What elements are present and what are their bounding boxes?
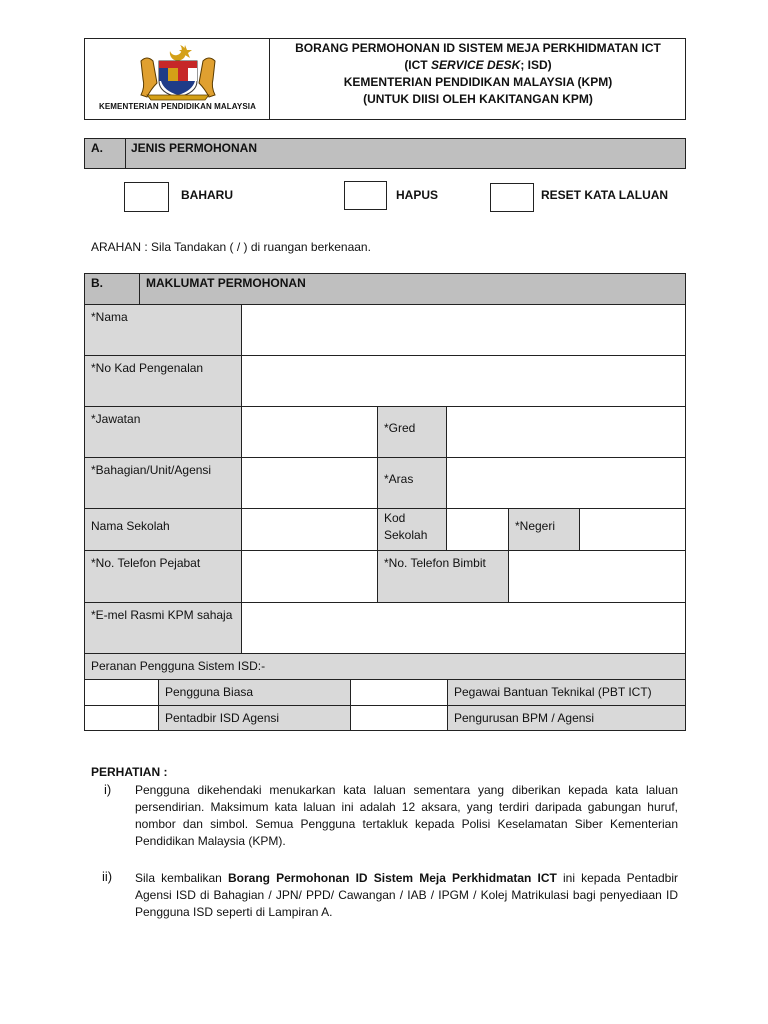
label-bahagian-unit-agensi: *Bahagian/Unit/Agensi (84, 457, 242, 509)
note-1-text: Pengguna dikehendaki menukarkan kata laluan sementara yang diberikan kepada kata laluan persendirian. Maksimum kata laluan ini adalah 12 aksara, yang terdiri daripada gabungan huruf, nombor dan simbol. Semua Pengguna tertakluk kepada Polisi Keselamatan Siber Kementerian Pendidikan Malaysia (KPM). (135, 783, 678, 848)
note-2-text: Sila kembalikan Borang Permohonan ID Sistem Meja Perkhidmatan ICT ini kepada Pentadbir Agensi ISD di Bahagian / JPN/ PPD/ Cawangan / IAB / IPGM / Kolej Matrikulasi bagi penyediaan ID Pengguna ISD seperti di Lampiran A. (135, 871, 679, 919)
note-1-number: i) (104, 782, 112, 797)
label-no-telefon-bimbit: *No. Telefon Bimbit (377, 550, 509, 603)
checkbox-baharu[interactable] (124, 182, 169, 212)
label-emel-rasmi: *E-mel Rasmi KPM sahaja (84, 602, 242, 654)
label-negeri: *Negeri (508, 508, 580, 551)
note-2-number: ii) (102, 869, 113, 884)
input-negeri[interactable] (579, 508, 686, 551)
label-no-kad-pengenalan: *No Kad Pengenalan (84, 355, 242, 407)
section-b-title: MAKLUMAT PERMOHONAN (146, 276, 306, 290)
title-line-1: BORANG PERMOHONAN ID SISTEM MEJA PERKHIDMATAN ICT (295, 41, 661, 55)
label-nama: *Nama (84, 304, 242, 356)
checkbox-hapus[interactable] (344, 181, 387, 210)
ministry-caption: KEMENTERIAN PENDIDIKAN MALAYSIA (98, 102, 257, 111)
input-no-kad-pengenalan[interactable] (241, 355, 686, 407)
role-pengguna-biasa: Pengguna Biasa (158, 679, 351, 706)
form-title (271, 40, 685, 108)
role-pegawai-bantuan-teknikal: Pegawai Bantuan Teknikal (PBT ICT) (447, 679, 686, 706)
input-no-telefon-bimbit[interactable] (508, 550, 686, 603)
role-pengurusan-bpm-agensi: Pengurusan BPM / Agensi (447, 705, 686, 731)
label-aras: *Aras (377, 457, 447, 509)
title-line-3: KEMENTERIAN PENDIDIKAN MALAYSIA (KPM) (343, 75, 613, 89)
instruction-text: ARAHAN : Sila Tandakan ( / ) di ruangan berkenaan. (91, 240, 371, 254)
input-kod-sekolah[interactable] (446, 508, 509, 551)
roles-title: Peranan Pengguna Sistem ISD:- (84, 653, 686, 680)
label-jawatan: *Jawatan (84, 406, 242, 458)
input-nama-sekolah[interactable] (241, 508, 378, 551)
label-reset-kata-laluan: RESET KATA LALUAN (541, 188, 669, 202)
label-baharu: BAHARU (181, 188, 233, 202)
section-b-header (84, 273, 686, 305)
malaysia-crest-icon (137, 41, 219, 101)
checkbox-pegawai-bantuan-teknikal[interactable] (350, 679, 448, 706)
input-bahagian-unit-agensi[interactable] (241, 457, 378, 509)
section-b-code: B. (91, 276, 103, 290)
role-pentadbir-isd-agensi: Pentadbir ISD Agensi (158, 705, 351, 731)
label-hapus: HAPUS (396, 188, 439, 202)
input-nama[interactable] (241, 304, 686, 356)
section-a-header (84, 138, 686, 169)
input-jawatan[interactable] (241, 406, 378, 458)
checkbox-reset[interactable] (490, 183, 534, 212)
input-aras[interactable] (446, 457, 686, 509)
input-gred[interactable] (446, 406, 686, 458)
label-kod-sekolah: Kod Sekolah (377, 508, 447, 551)
header-box (84, 38, 686, 120)
label-nama-sekolah: Nama Sekolah (84, 508, 242, 551)
title-line-4: (UNTUK DIISI OLEH KAKITANGAN KPM) (363, 92, 593, 106)
checkbox-pengurusan-bpm[interactable] (350, 705, 448, 731)
label-no-telefon-pejabat: *No. Telefon Pejabat (84, 550, 242, 603)
notes-heading: PERHATIAN : (91, 765, 168, 779)
label-gred: *Gred (377, 406, 447, 458)
checkbox-pentadbir-isd-agensi[interactable] (84, 705, 159, 731)
input-emel-rasmi[interactable] (241, 602, 686, 654)
section-a-code: A. (91, 141, 103, 155)
logo-cell (85, 39, 270, 119)
checkbox-pengguna-biasa[interactable] (84, 679, 159, 706)
title-line-2: (ICT SERVICE DESK; ISD) (404, 58, 552, 72)
section-a-title: JENIS PERMOHONAN (131, 141, 258, 155)
input-no-telefon-pejabat[interactable] (241, 550, 378, 603)
